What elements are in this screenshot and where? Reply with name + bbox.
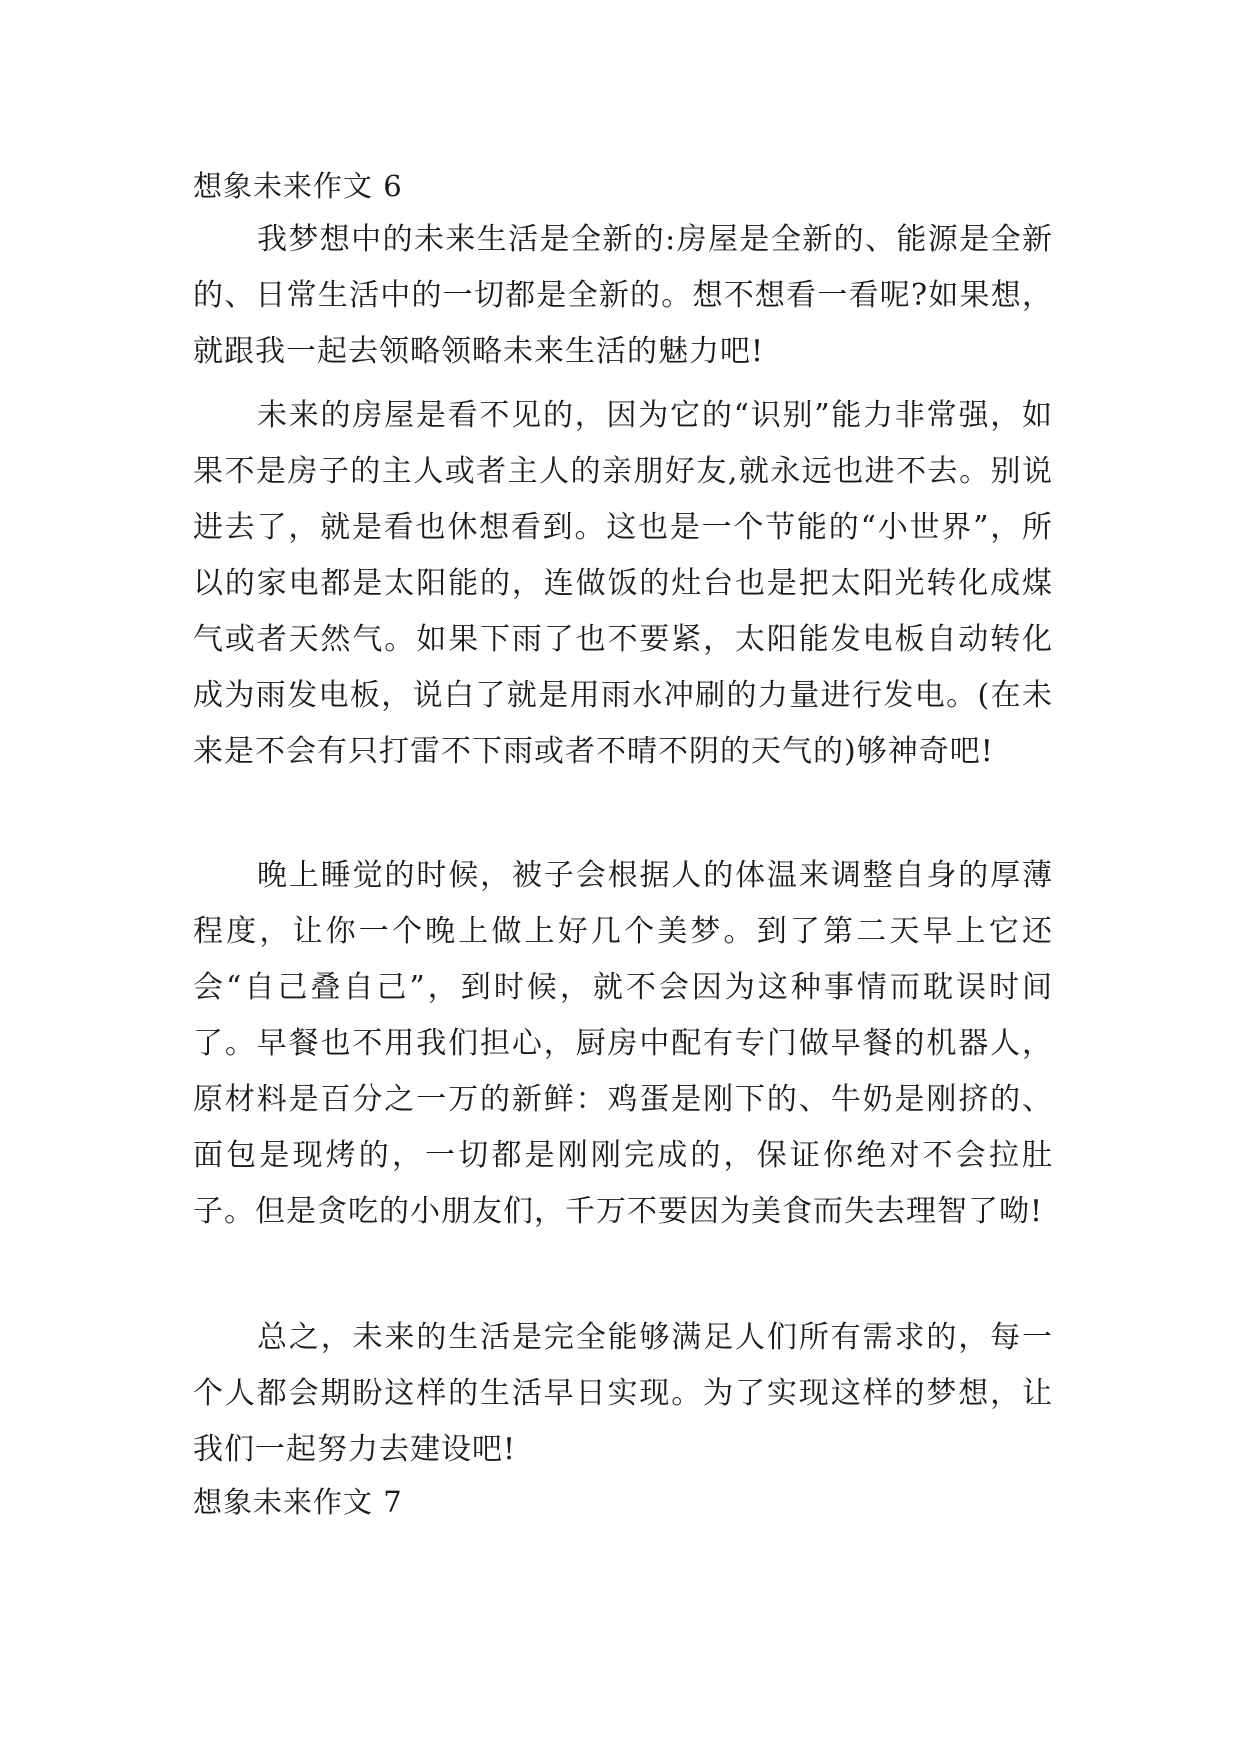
section-title: 想象未来作文 7 bbox=[193, 1485, 403, 1519]
paragraph: 总之，未来的生活是完全能够满足人们所有需求的，每一个人都会期盼这样的生活早日实现。为了实现这样的梦想，让我们一起努力去建设吧! bbox=[193, 1320, 1053, 1467]
paragraph: 未来的房屋是看不见的，因为它的“识别”能力非常强，如果不是房子的主人或者主人的亲朋好友,就永远也进不去。别说进去了，就是看也休想看到。这也是一个节能的“小世界”，所以的家电都是太阳能的，连做饭的灶台也是把太阳光转化成煤气或者天然气。如果下雨了也不要紧，太阳能发电板自动转化成为雨发电板，说白了就是用雨水冲刷的力量进行发电。(在未来是不会有只打雷不下雨或者不晴不阴的天气的)够神奇吧! bbox=[193, 398, 1053, 769]
paragraph: 晚上睡觉的时候，被子会根据人的体温来调整自身的厚薄程度，让你一个晚上做上好几个美梦。到了第二天早上它还会“自己叠自己”，到时候，就不会因为这种事情而耽误时间了。早餐也不用我们担心，厨房中配有专门做早餐的机器人，原材料是百分之一万的新鲜：鸡蛋是刚下的、牛奶是刚挤的、面包是现烤的，一切都是刚刚完成的，保证你绝对不会拉肚子。但是贪吃的小朋友们，千万不要因为美食而失去理智了呦! bbox=[193, 858, 1053, 1229]
section-title: 想象未来作文 6 bbox=[193, 169, 403, 203]
paragraph: 我梦想中的未来生活是全新的:房屋是全新的、能源是全新的、日常生活中的一切都是全新的。想不想看一看呢?如果想，就跟我一起去领略领略未来生活的魅力吧! bbox=[193, 222, 1053, 369]
